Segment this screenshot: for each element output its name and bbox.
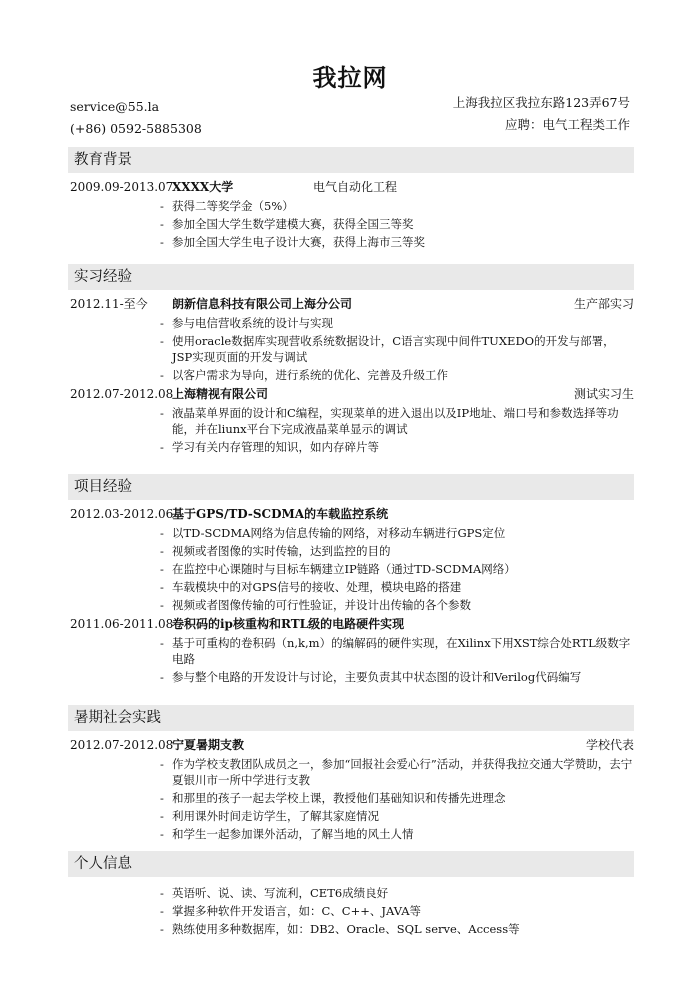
entry: [68, 881, 634, 938]
list-item: - 获得二等奖学金（5%）: [160, 197, 634, 215]
entry-role: 测试实习生: [573, 387, 634, 401]
section-title: 实习经验: [68, 264, 634, 290]
list-item: - 使用oracle数据库实现营收系统数据设计，C语言实现中间件TUXEDO的开发与部署，JSP实现页面的开发与调试: [160, 332, 634, 366]
entry-field: 电气自动化工程: [313, 180, 398, 194]
section-personal-info: [68, 851, 634, 938]
entry-org: 基于GPS/TD-SCDMA的车载监控系统: [172, 507, 389, 521]
section-title: 暑期社会实践: [68, 705, 634, 731]
section-title: 个人信息: [68, 851, 634, 877]
list-item: - 在监控中心课随时与目标车辆建立IP链路（通过TD-SCDMA网络）: [160, 560, 634, 578]
objective-text: 应聘：电气工程类工作: [504, 117, 630, 132]
entry-date: 2012.07-2012.08: [70, 738, 174, 752]
list-item: - 视频或者图像传输的可行性验证，并设计出传输的各个参数: [160, 596, 634, 614]
entry-date: 2011.06-2011.08: [70, 617, 174, 631]
list-item: - 车载模块中的对GPS信号的接收、处理，模块电路的搭建: [160, 578, 634, 596]
entry: [68, 177, 634, 251]
section-summer-practice: [68, 705, 634, 843]
entry-role: 学校代表: [585, 738, 634, 752]
entry: [68, 294, 634, 384]
list-item: - 英语听、说、读、写流利，CET6成绩良好: [160, 884, 634, 902]
list-item: - 视频或者图像的实时传输，达到监控的目的: [160, 542, 634, 560]
entry-org: 卷积码的ip核重构和RTL级的电路硬件实现: [172, 617, 405, 631]
entry-date: 2012.03-2012.06: [70, 507, 174, 521]
entry-role: 生产部实习: [573, 297, 634, 311]
list-item: - 以客户需求为导向，进行系统的优化、完善及升级工作: [160, 366, 634, 384]
phone-text: (+86) 0592-5885308: [70, 121, 202, 136]
section-education: [68, 147, 634, 251]
list-item: - 以TD-SCDMA网络为信息传输的网络，对移动车辆进行GPS定位: [160, 524, 634, 542]
entry: [68, 504, 634, 614]
list-item: - 学习有关内存管理的知识，如内存碎片等: [160, 438, 634, 456]
section-title: 项目经验: [68, 474, 634, 500]
list-item: - 参与电信营收系统的设计与实现: [160, 314, 634, 332]
contact-right: [453, 92, 630, 136]
list-item: - 基于可重构的卷积码（n,k,m）的编解码的硬件实现，在Xilinx下用XST综合处RTL级数字电路: [160, 634, 634, 668]
list-item: - 熟练使用多种数据库，如：DB2、Oracle、SQL serve、Access等: [160, 920, 634, 938]
entry-org: 宁夏暑期支教: [172, 738, 245, 752]
entry-org: XXXX大学: [172, 180, 234, 194]
entry-org: 上海精视有限公司: [172, 387, 269, 401]
list-item: - 掌握多种软件开发语言，如：C、C++、JAVA等: [160, 902, 634, 920]
list-item: - 利用课外时间走访学生，了解其家庭情况: [160, 807, 634, 825]
entry-date: 2012.07-2012.08: [70, 387, 174, 401]
entry-date: 2009.09-2013.07: [70, 180, 174, 194]
address-text: 上海我拉区我拉东路123弄67号: [452, 95, 630, 110]
list-item: - 和那里的孩子一起去学校上课，教授他们基础知识和传播先进理念: [160, 789, 634, 807]
list-item: - 参加全国大学生电子设计大赛，获得上海市三等奖: [160, 233, 634, 251]
entry-org: 朗新信息科技有限公司上海分公司: [172, 297, 353, 311]
section-internship: [68, 264, 634, 456]
resume-name: 我拉网: [312, 63, 388, 92]
section-title: 教育背景: [68, 147, 634, 173]
entry: [68, 735, 634, 843]
contact-left: [70, 96, 202, 140]
entry: [68, 384, 634, 456]
list-item: - 液晶菜单界面的设计和C编程，实现菜单的进入退出以及IP地址、端口号和参数选择等功能，并在liunx平台下完成液晶菜单显示的调试: [160, 404, 634, 438]
entry-date: 2012.11-至今: [70, 297, 148, 311]
email-text: service@55.la: [70, 99, 160, 114]
list-item: - 参加全国大学生数学建模大赛，获得全国三等奖: [160, 215, 634, 233]
list-item: - 作为学校支教团队成员之一，参加“回报社会爱心行”活动，并获得我拉交通大学赞助，去宁夏银川市一所中学进行支教: [160, 755, 634, 789]
list-item: - 和学生一起参加课外活动，了解当地的风土人情: [160, 825, 634, 843]
entry: [68, 614, 634, 686]
list-item: - 参与整个电路的开发设计与讨论，主要负责其中状态图的设计和Verilog代码编写: [160, 668, 634, 686]
section-projects: [68, 474, 634, 686]
